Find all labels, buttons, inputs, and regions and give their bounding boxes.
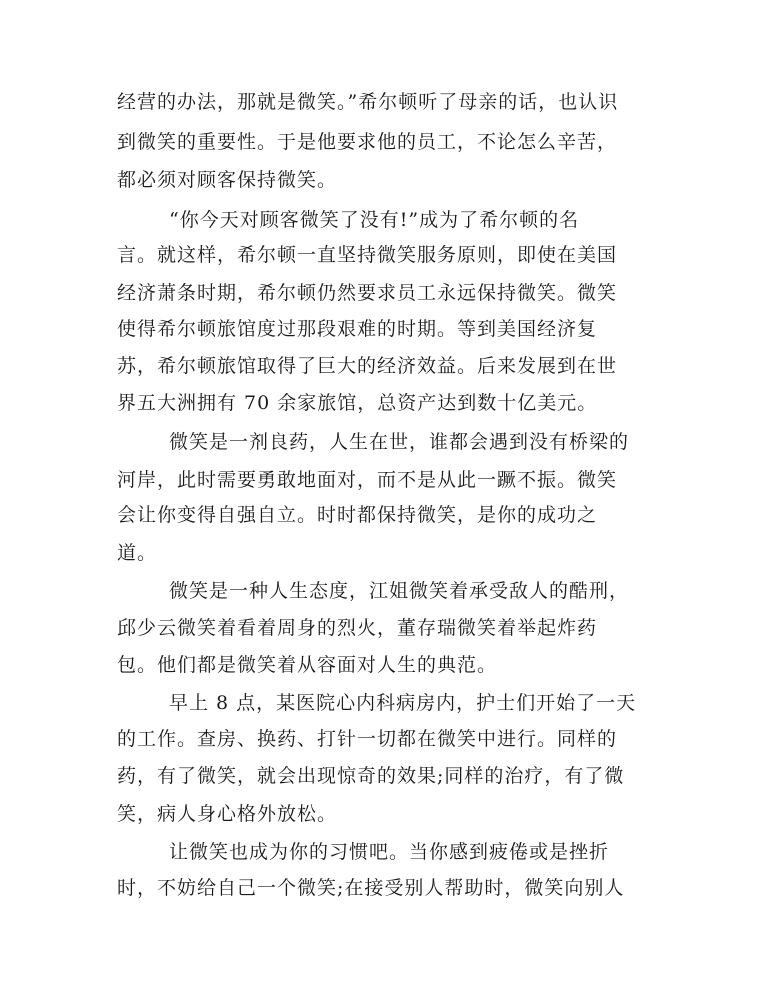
text-line: 道。	[117, 542, 158, 564]
text-line: 时，不妨给自己一个微笑;在接受别人帮助时，微笑向别人	[117, 877, 625, 899]
text-line: 界五大洲拥有 70 余家旅馆，总资产达到数十亿美元。	[117, 392, 598, 414]
paragraph-first-line: 早上 8 点，某医院心内科病房内，护士们开始了一天	[169, 692, 637, 714]
text-line: 河岸，此时需要勇敢地面对，而不是从此一蹶不振。微笑	[117, 469, 618, 491]
text-line: 经营的办法，那就是微笑。”希尔顿听了母亲的话，也认识	[117, 91, 619, 113]
paragraph-first-line: 微笑是一种人生态度，江姐微笑着承受敌人的酷刑，	[169, 580, 630, 602]
text-line: 言。就这样，希尔顿一直坚持微笑服务原则，即使在美国	[117, 244, 618, 266]
text-line: 笑，病人身心格外放松。	[117, 803, 338, 825]
text-line: 苏，希尔顿旅馆取得了巨大的经济效益。后来发展到在世	[117, 355, 618, 377]
text-line: 邱少云微笑着看着周身的烈火，董存瑞微笑着举起炸药	[117, 617, 598, 639]
paragraph-first-line: 让微笑也成为你的习惯吧。当你感到疲倦或是挫折	[169, 841, 610, 863]
paragraph-first-line: “你今天对顾客微笑了没有!”成为了希尔顿的名	[169, 209, 580, 231]
text-line: 经济萧条时期，希尔顿仍然要求员工永远保持微笑。微笑	[117, 282, 618, 304]
text-line: 都必须对顾客保持微笑。	[117, 169, 338, 191]
text-line: 到微笑的重要性。于是他要求他的员工，不论怎么辛苦，	[117, 131, 618, 153]
text-line: 包。他们都是微笑着从容面对人生的典范。	[117, 654, 498, 676]
text-line: 使得希尔顿旅馆度过那段艰难的时期。等到美国经济复	[117, 318, 598, 340]
text-line: 会让你变得自强自立。时时都保持微笑，是你的成功之	[117, 504, 598, 526]
text-line: 的工作。查房、换药、打针一切都在微笑中进行。同样的	[117, 728, 618, 750]
paragraph-first-line: 微笑是一剂良药，人生在世，谁都会遇到没有桥梁的	[169, 431, 630, 453]
text-line: 药，有了微笑，就会出现惊奇的效果;同样的治疗，有了微	[117, 765, 625, 787]
